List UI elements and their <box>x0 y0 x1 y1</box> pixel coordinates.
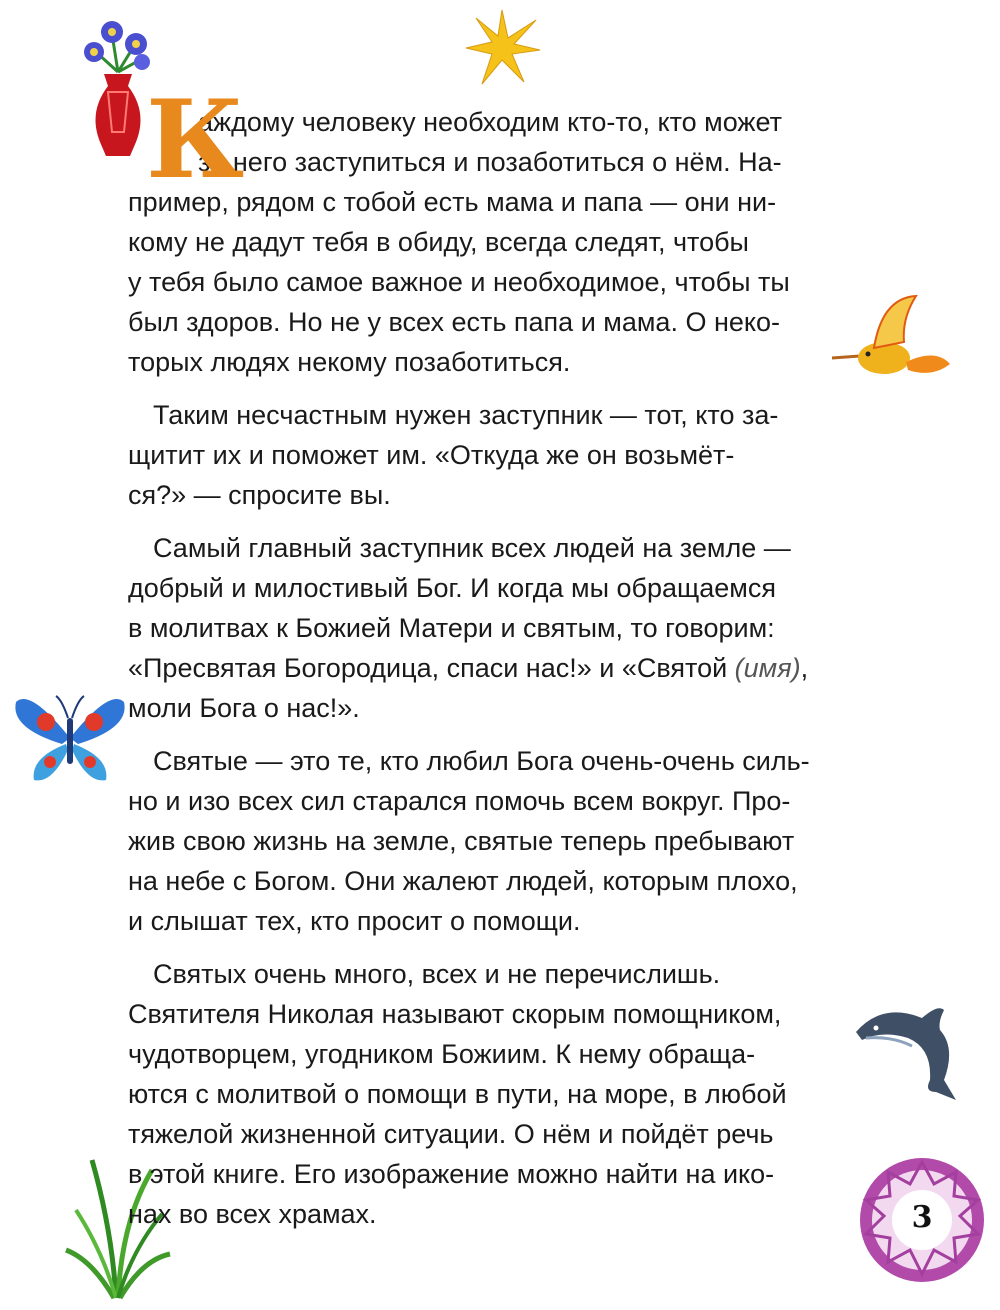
drop-cap: К <box>146 77 245 203</box>
text-line: моли Бога о нас!». <box>128 693 360 723</box>
text-line: ся?» — спросите вы. <box>128 480 391 510</box>
paragraph-4 <box>128 741 834 941</box>
text-line: Святителя Николая называют скорым помощником, <box>128 999 782 1029</box>
text-line: на небе с Богом. Они жалеют людей, которым плохо, <box>128 866 798 896</box>
text-line: нах во всех храмах. <box>128 1199 377 1229</box>
body-text <box>128 77 834 1234</box>
text-line: жив свою жизнь на земле, святые теперь пребывают <box>128 826 795 856</box>
text-line: аждому человеку необходим кто-то, кто может <box>198 107 782 137</box>
italic-placeholder: (имя) <box>734 653 801 683</box>
text-line: был здоров. Но не у всех есть папа и мама. О неко- <box>128 307 780 337</box>
page-number: 3 <box>897 1193 947 1243</box>
text-line: кому не дадут тебя в обиду, всегда следят, чтобы <box>128 227 749 257</box>
paragraph-3 <box>128 528 834 728</box>
text-line: у тебя было самое важное и необходимое, чтобы ты <box>128 267 790 297</box>
text-line: Таким несчастным нужен заступник — тот, кто за- <box>153 400 779 430</box>
text-line: за него заступиться и позаботиться о нём. На- <box>198 147 782 177</box>
text-line: Святые — это те, кто любил Бога очень-очень силь- <box>153 746 810 776</box>
text-line: в этой книге. Его изображение можно найти на ико- <box>128 1159 775 1189</box>
text-segment: , <box>800 653 809 683</box>
text-line: щитит их и поможет им. «Откуда же он возьмёт- <box>128 440 735 470</box>
text-line <box>128 648 834 688</box>
text-line: добрый и милостивый Бог. И когда мы обращаемся <box>128 573 776 603</box>
paragraph-2 <box>128 395 834 515</box>
paragraph-5 <box>128 954 834 1234</box>
text-line: но и изо всех сил старался помочь всем вокруг. Про- <box>128 786 791 816</box>
text-line: в молитвах к Божией Матери и святым, то говорим: <box>128 613 775 643</box>
dolphin-icon <box>852 996 972 1106</box>
text-line: ются с молитвой о помощи в пути, на море, в любой <box>128 1079 787 1109</box>
text-line: тяжелой жизненной ситуации. О нём и пойдёт речь <box>128 1119 774 1149</box>
text-line: чудотворцем, угодником Божиим. К нему обраща- <box>128 1039 756 1069</box>
text-line: и слышат тех, кто просит о помощи. <box>128 906 581 936</box>
text-segment: «Пресвятая Богородица, спаси нас!» и «Святой <box>128 653 735 683</box>
text-line: пример, рядом с тобой есть мама и папа — они ни- <box>128 187 777 217</box>
text-line: Святых очень много, всех и не перечислишь. <box>153 959 721 989</box>
sun-icon <box>462 8 542 88</box>
text-line: Самый главный заступник всех людей на земле — <box>153 533 791 563</box>
butterfly-icon <box>10 688 130 788</box>
text-line: торых людях некому позаботиться. <box>128 347 571 377</box>
bird-icon <box>824 288 954 398</box>
